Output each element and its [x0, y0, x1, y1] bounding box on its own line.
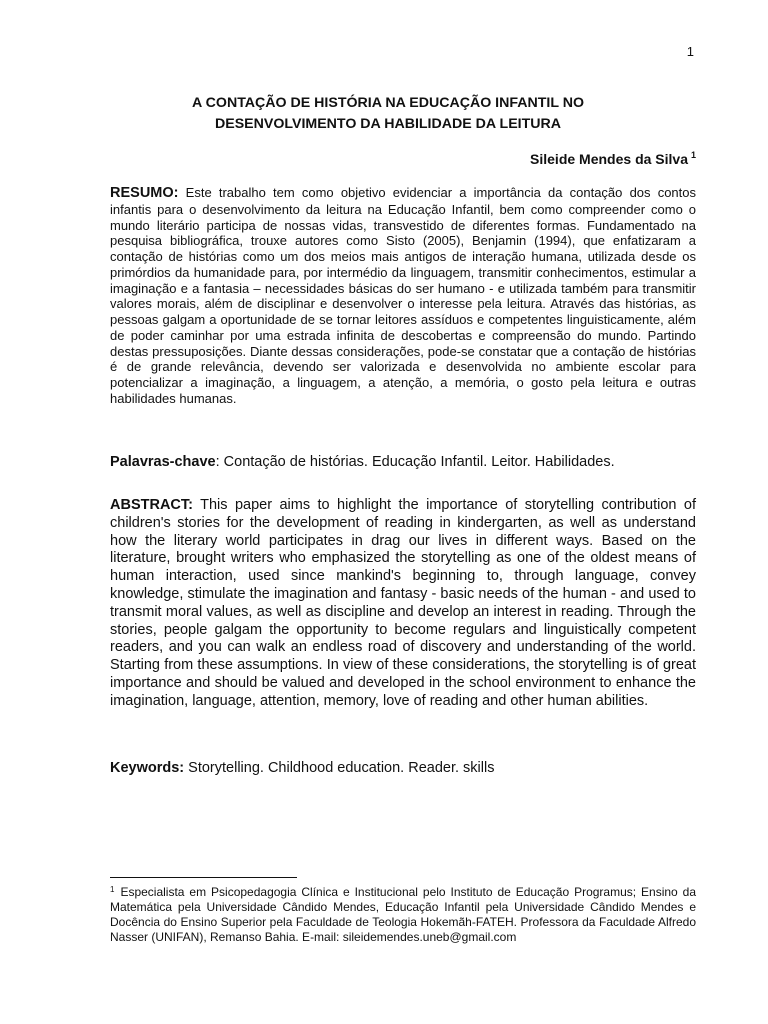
- page-number: 1: [686, 44, 694, 59]
- footnote-marker: 1: [110, 885, 115, 894]
- author-footnote-marker: 1: [690, 150, 696, 160]
- abstract-text: This paper aims to highlight the importance of storytelling contribution of children's stories for the development of reading in kindergarten, as well as understand how the literary world participates in drag our lives in different ways. Based on the literature, brought writers who emphasized the storytelling as one of the oldest means of human interaction, used since mankind's beginning to, through language, convey knowledge, stimulate the imagination and fantasy - basic needs of the human - and used to transmit moral values, as well as discipline and develop an interest in reading. Through the stories, people galgam the opportunity to become regulars and linguistically competent readers, and you can walk an endless road of discovery and understanding of the world. Starting from these assumptions. In view of these considerations, the storytelling is of great importance and should be valued and developed in the school environment to enhance the imagination, language, attention, memory, love of reading and other human abilities.: [110, 497, 696, 709]
- title-line-2: DESENVOLVIMENTO DA HABILIDADE DA LEITURA: [214, 116, 562, 132]
- abstract-label: ABSTRACT:: [110, 497, 193, 513]
- author-line: [110, 150, 696, 167]
- palavras-chave-text: : Contação de histórias. Educação Infantil. Leitor. Habilidades.: [215, 454, 615, 470]
- resumo-paragraph: [110, 185, 696, 407]
- paper-title: [110, 93, 666, 135]
- palavras-chave-label: Palavras-chave: [110, 454, 216, 470]
- author-name: Sileide Mendes da Silva: [530, 151, 688, 167]
- resumo-text: Este trabalho tem como objetivo evidenciar a importância da contação dos contos infantis para o desenvolvimento da leitura na Educação Infantil, bem como compreender como o mundo literário participa de nossas vidas, transvestido de diferentes formas. Fundamentado na pesquisa bibliográfica, trouxe autores como Sisto (2005), Benjamin (1994), que enfatizaram a contação de histórias como um dos meios mais antigos de interação humana, utilizada desde os primórdios da humanidade para, por intermédio da linguagem, transmitir conhecimentos, estimular a imaginação e a fantasia – necessidades básicas do ser humano - e utilizada também para transmitir valores morais, além de disciplinar e desenvolver o interesse pela leitura. Através das histórias, as pessoas galgam a oportunidade de se tornar leitores assíduos e competentes linguisticamente, além de poder caminhar por uma estrada infinita de descobertas e compreensão do mundo. Partindo destas pressuposições. Diante dessas considerações, pode-se constatar que a contação de histórias é de grande relevância, devendo ser valorizada e desenvolvida no ambiente escolar para potencializar a imaginação, a linguagem, a atenção, a memória, o gosto pela leitura e outras habilidades humanas.: [110, 185, 696, 406]
- footnote: [110, 882, 696, 945]
- palavras-chave-line: [110, 454, 696, 470]
- abstract-paragraph: [110, 497, 696, 711]
- keywords-line: [110, 760, 696, 776]
- resumo-label: RESUMO:: [110, 185, 179, 201]
- footnote-text: Especialista em Psicopedagogia Clínica e Institucional pelo Instituto de Educação Programus; Ensino da Matemática pela Universidade Cândido Mendes, Educação Infantil pela Universidade Cândido Mendes e Docência do Ensino Superior pela Faculdade de Teologia Hokemãh-FATEH. Professora da Faculdade Alfredo Nasser (UNIFAN), Remanso Bahia. E-mail: sileidemendes.uneb@gmail.com: [110, 885, 696, 945]
- title-line-1: A CONTAÇÃO DE HISTÓRIA NA EDUCAÇÃO INFANTIL NO: [192, 95, 584, 111]
- keywords-label: Keywords:: [110, 760, 185, 776]
- footnote-divider: [110, 877, 297, 878]
- keywords-text: Storytelling. Childhood education. Reader. skills: [188, 760, 495, 776]
